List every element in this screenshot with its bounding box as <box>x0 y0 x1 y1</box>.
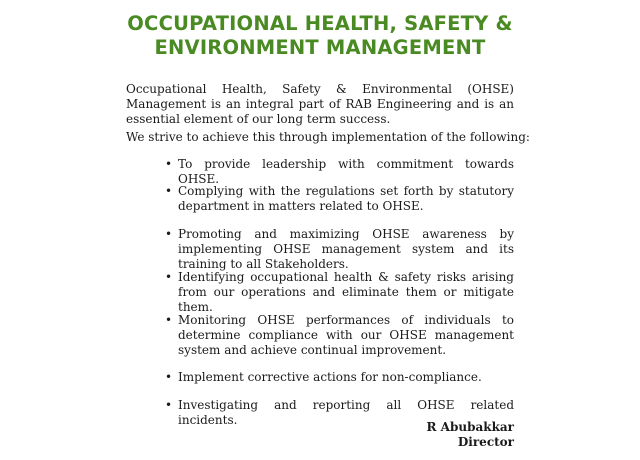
list-item <box>165 227 514 272</box>
title-line-1: OCCUPATIONAL HEALTH, SAFETY & <box>127 12 513 35</box>
bullet-icon: • <box>165 184 173 198</box>
strive-paragraph: We strive to achieve this through implementation of the following: <box>126 130 530 144</box>
bullet-icon: • <box>165 398 173 412</box>
intro-paragraph: Occupational Health, Safety & Environmental (OHSE) Management is an integral part of RAB Engineering and is an essential element of our long term success. <box>126 82 514 126</box>
list-item-text: To provide leadership with commitment towards OHSE. <box>178 157 514 186</box>
document-title <box>0 12 640 60</box>
signature-title: Director <box>457 435 514 449</box>
list-item <box>165 313 514 358</box>
title-line-2: ENVIRONMENT MANAGEMENT <box>154 36 486 59</box>
list-item <box>165 184 514 214</box>
list-item-text: Investigating and reporting all OHSE related incidents. <box>178 398 514 427</box>
list-item-text: Complying with the regulations set forth by statutory department in matters related to OHSE. <box>178 184 514 213</box>
list-item-text: Promoting and maximizing OHSE awareness by implementing OHSE management system and its training to all Stakeholders. <box>178 227 514 271</box>
list-item <box>165 370 514 385</box>
list-item-text: Implement corrective actions for non-compliance. <box>178 370 482 384</box>
bullet-icon: • <box>165 313 173 327</box>
bullet-icon: • <box>165 370 173 384</box>
list-item <box>165 270 514 315</box>
list-item-text: Identifying occupational health & safety risks arising from our operations and eliminate them or mitigate them. <box>178 270 514 314</box>
signature-name: R Abubakkar <box>426 420 514 434</box>
bullet-icon: • <box>165 270 173 284</box>
list-item-text: Monitoring OHSE performances of individuals to determine compliance with our OHSE management system and achieve continual improvement. <box>178 313 514 357</box>
bullet-icon: • <box>165 227 173 241</box>
bullet-icon: • <box>165 157 173 171</box>
list-item <box>165 157 514 187</box>
